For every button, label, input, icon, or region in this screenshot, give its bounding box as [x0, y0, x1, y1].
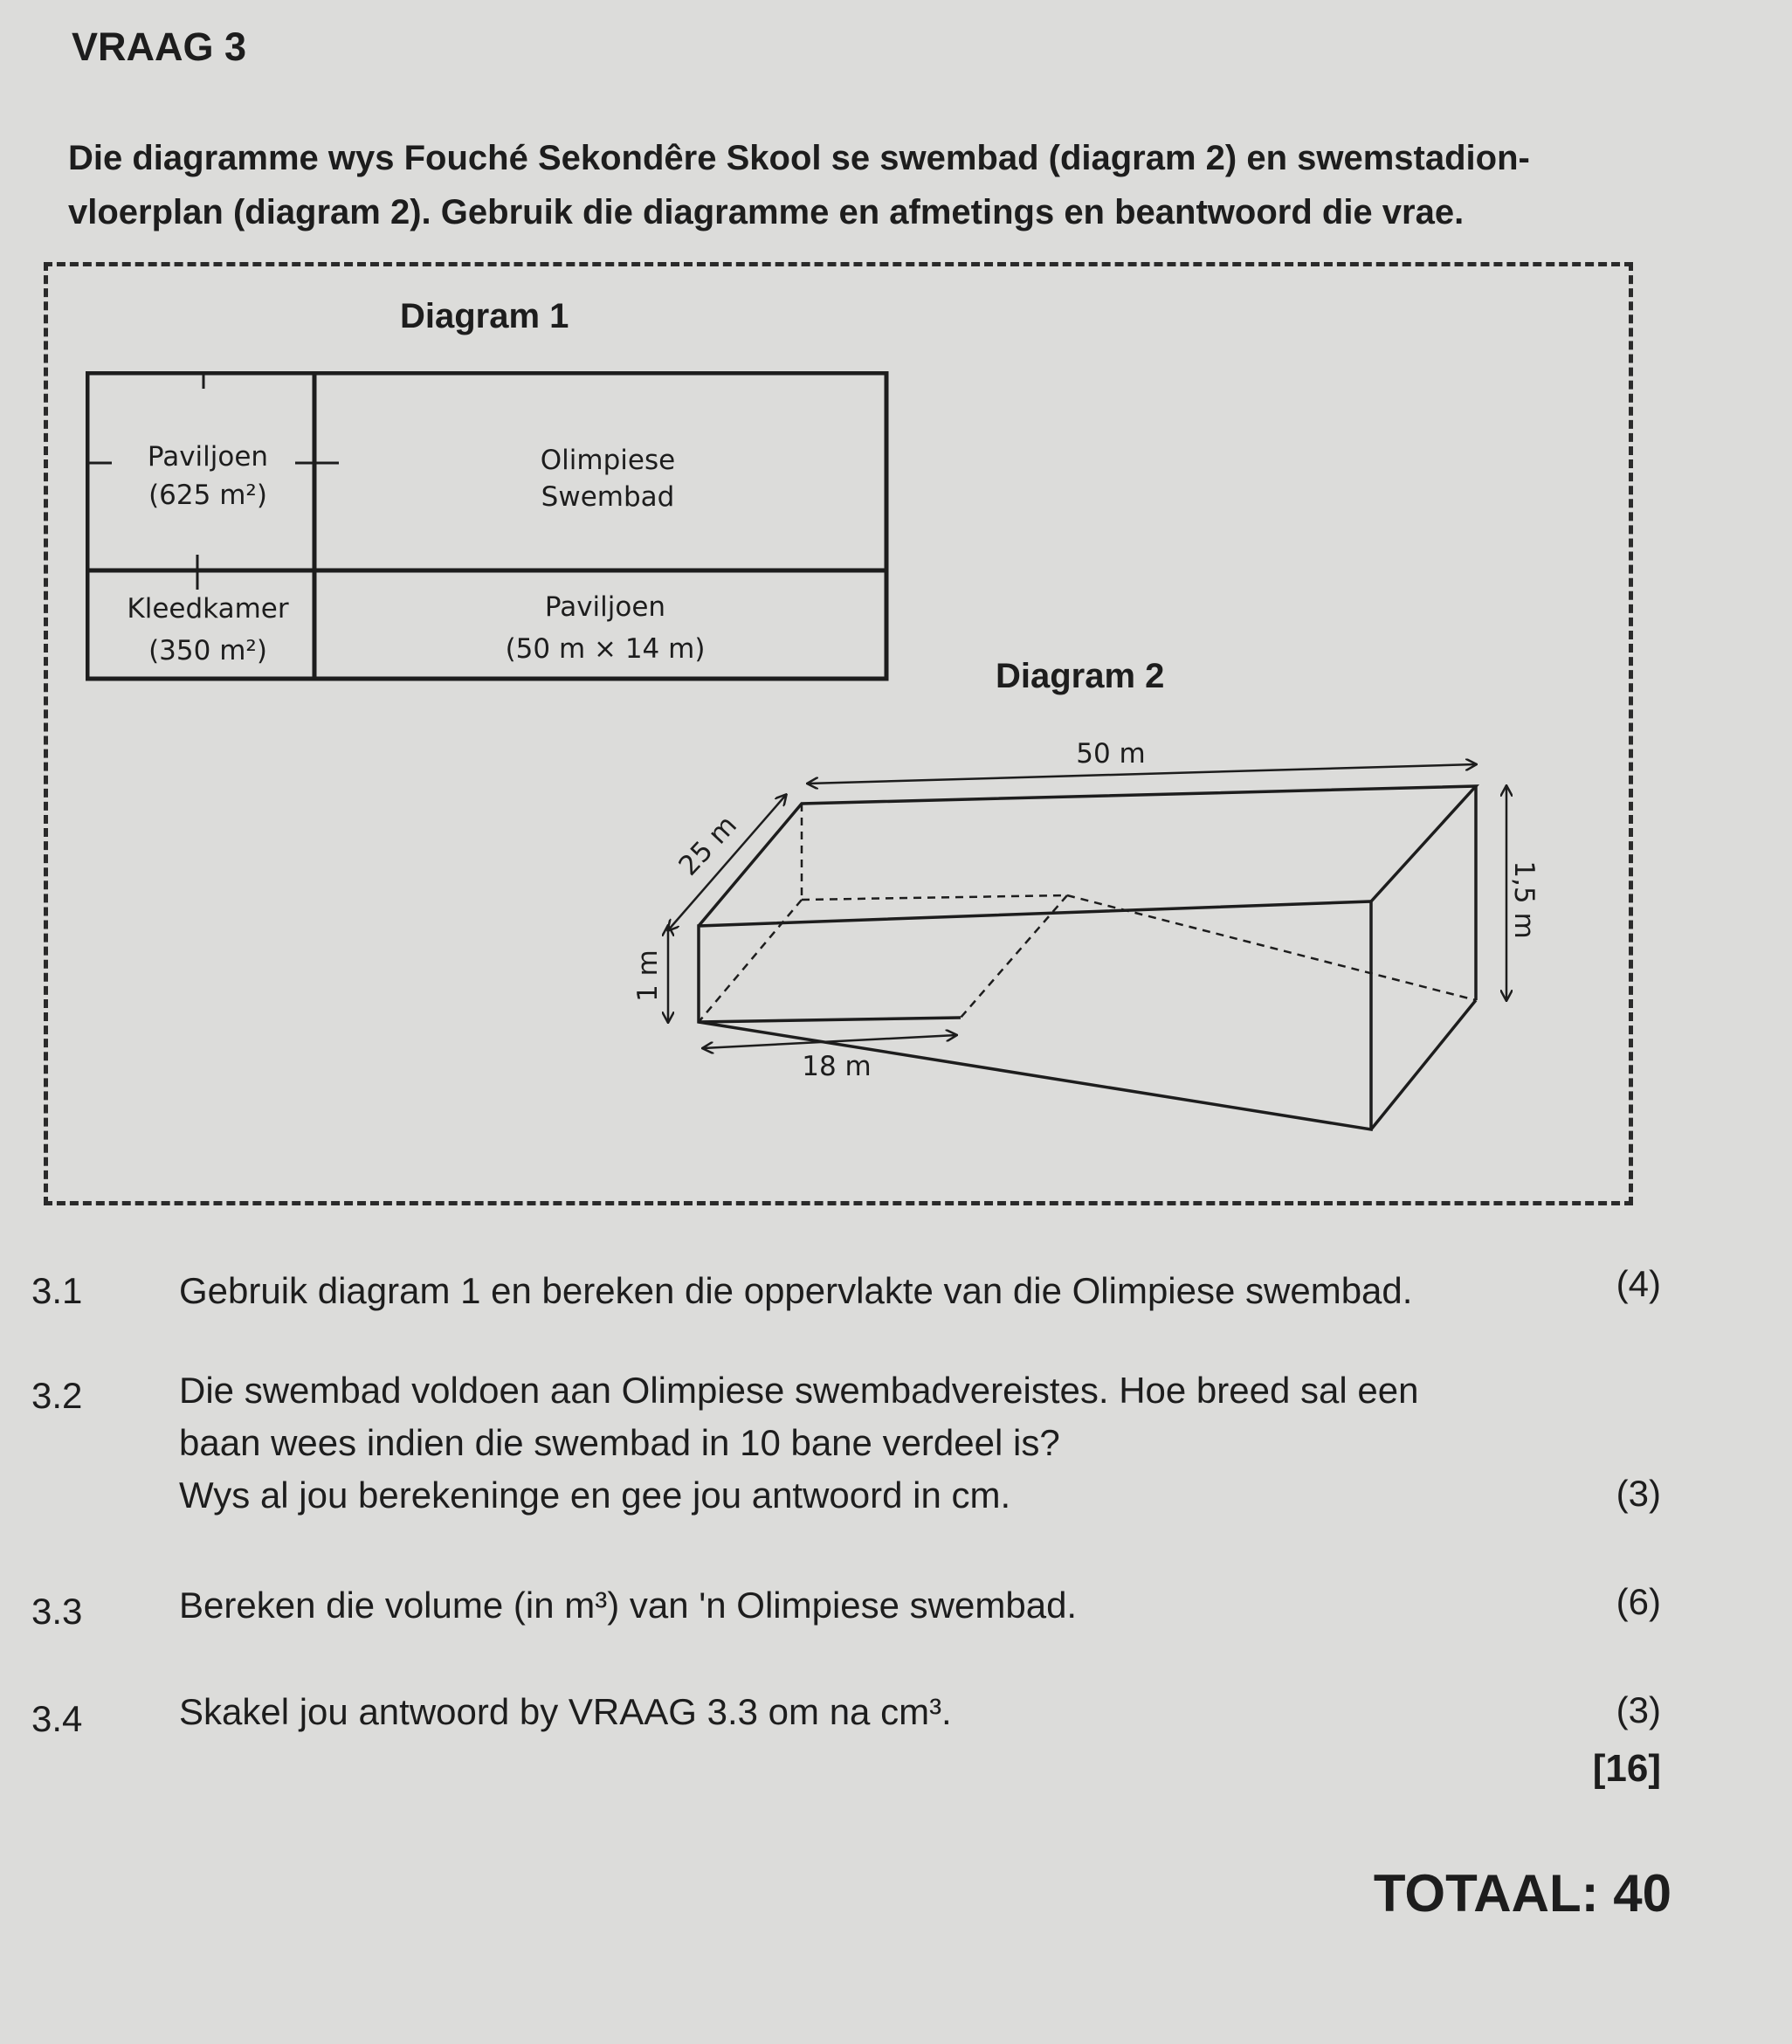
- pool-3d-diagram: [611, 738, 1554, 1140]
- paper-total: TOTAAL: 40: [1373, 1864, 1671, 1923]
- question-line: baan wees indien die swembad in 10 bane verdeel is?: [179, 1422, 1060, 1463]
- question-line: Wys al jou berekeninge en gee jou antwoord in cm.: [179, 1474, 1011, 1516]
- label-shallow-end: 1 m: [632, 949, 664, 1002]
- diagram1-title: Diagram 1: [400, 297, 569, 335]
- question-3-1-number: 3.1: [31, 1270, 83, 1311]
- pool-top-edges: [699, 786, 1476, 926]
- room-name-pavilion-1: Paviljoen: [147, 441, 269, 473]
- question-line: Bereken die volume (in m³) van 'n Olimpiese swembad.: [179, 1585, 1078, 1626]
- intro-text: Die diagramme wys Fouché Sekondêre Skool se swembad (diagram 2) en swemstadion-vloerplan (diagram 2). Gebruik die diagramme en afmetings en beantwoord die vrae.: [68, 139, 1530, 231]
- room-size-pavilion-1: (625 m²): [148, 480, 267, 511]
- question-3-4-marks: (3): [1616, 1689, 1661, 1730]
- question-line: Die swembad voldoen aan Olimpiese swembadvereistes. Hoe breed sal een: [179, 1370, 1419, 1411]
- question-heading: VRAAG 3: [72, 24, 247, 69]
- floor-plan-diagram: [86, 371, 898, 686]
- question-3-1-text: [179, 1265, 1559, 1317]
- room-size-pool: Swembad: [541, 481, 675, 513]
- question-3-4-text: [179, 1686, 1559, 1738]
- pool-front-face: [699, 901, 1371, 1129]
- question-3-2-number: 3.2: [31, 1375, 83, 1416]
- room-name-changeroom: Kleedkamer: [127, 593, 289, 625]
- label-slope-length: 18 m: [802, 1051, 872, 1082]
- question-3-2-marks: (3): [1616, 1473, 1661, 1514]
- room-name-pool: Olimpiese: [540, 445, 676, 476]
- room-name-pavilion-2: Paviljoen: [544, 591, 666, 623]
- diagram2-title: Diagram 2: [996, 657, 1165, 695]
- question-line: Gebruik diagram 1 en bereken die oppervlakte van die Olimpiese swembad.: [179, 1270, 1413, 1311]
- question-3-1-marks: (4): [1616, 1263, 1661, 1304]
- label-width: 25 m: [672, 809, 743, 882]
- question-3-2-text: [179, 1364, 1559, 1522]
- question-3-4-number: 3.4: [31, 1698, 83, 1739]
- question-3-3-text: [179, 1579, 1559, 1632]
- question-3-3-number: 3.3: [31, 1591, 83, 1632]
- room-size-changeroom: (350 m²): [148, 635, 267, 666]
- label-deep-end: 1,5 m: [1508, 860, 1540, 939]
- label-length: 50 m: [1076, 738, 1146, 770]
- question-3-3-marks: (6): [1616, 1581, 1661, 1622]
- room-size-pavilion-2: (50 m × 14 m): [505, 633, 706, 665]
- question-total-marks: [16]: [1592, 1747, 1661, 1790]
- question-line: Skakel jou antwoord by VRAAG 3.3 om na cm³.: [179, 1691, 952, 1732]
